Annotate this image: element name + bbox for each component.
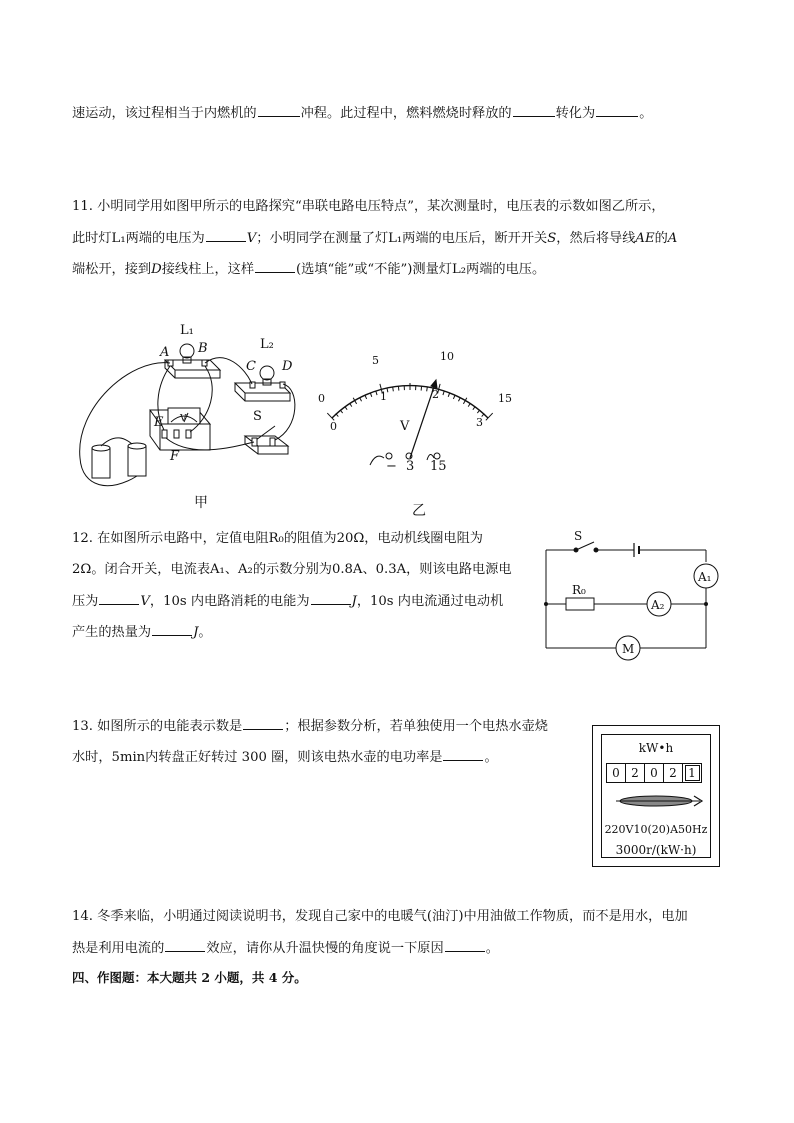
label-R0: R₀: [572, 583, 586, 597]
dial-tick-lower-1: 1: [380, 390, 387, 403]
terminal-E: E: [154, 415, 164, 430]
figure-jia-circuit: [70, 318, 310, 518]
answer-blank[interactable]: [513, 103, 555, 117]
section-4-heading: 四、作图题：本大题共 2 小题，共 4 分。: [72, 970, 307, 985]
answer-blank[interactable]: [443, 747, 483, 761]
q13-line-1: 13. 如图所示的电能表示数是 ；根据参数分析，若单独使用一个电热水壶烧: [72, 716, 548, 737]
label-L1: L₁: [180, 323, 194, 338]
meter-digit: 2: [626, 763, 645, 783]
dial-tick-mark: [370, 393, 371, 397]
answer-blank[interactable]: [258, 103, 300, 117]
dial-tick-upper-5: 5: [372, 354, 379, 367]
answer-blank[interactable]: [206, 228, 246, 242]
figure-jia-caption: 甲: [194, 495, 208, 511]
q11-line-2: 此时灯L₁两端的电压为 V；小明同学在测量了灯L₁两端的电压后，断开开关S，然后将导线AE的A: [72, 228, 677, 249]
answer-blank[interactable]: [165, 938, 205, 952]
dial-tick-lower-3: 3: [476, 416, 483, 429]
answer-blank[interactable]: [311, 591, 351, 605]
figure-yi-caption: 乙: [412, 503, 426, 519]
ammeter-A1-label: A₁: [698, 570, 712, 584]
dial-tick-mark: [458, 398, 460, 402]
dial-tick-lower-2: 2: [432, 388, 439, 401]
ammeter-A2-label: A₂: [651, 598, 665, 612]
meter-revolutions: 3000r/(kW·h): [615, 843, 697, 857]
answer-blank[interactable]: [99, 591, 139, 605]
q11-line-3: 端松开，接到D接线柱上，这样 (选填“能”或“不能”)测量灯L₂两端的电压。: [72, 259, 545, 280]
meter-digit: 2: [664, 763, 683, 783]
figure-yi-voltmeter-dial: [310, 340, 520, 480]
meter-digit: 0: [606, 763, 626, 783]
terminal-minus: −: [386, 459, 397, 474]
dial-tick-mark: [468, 403, 470, 406]
meter-digit: 0: [645, 763, 664, 783]
dial-tick-mark: [387, 388, 388, 392]
dial-tick-mark: [448, 393, 449, 397]
meter-disc-icon: [614, 793, 704, 809]
q12-line-1: 12. 在如图所示电路中，定值电阻R₀的阻值为20Ω，电动机线圈电阻为: [72, 531, 483, 546]
energy-meter-figure: [592, 725, 720, 867]
figure-q12-circuit: [536, 528, 726, 668]
label-S: S: [574, 529, 583, 543]
dial-tick-mark: [453, 395, 455, 399]
dial-tick-upper-0: 0: [318, 392, 325, 405]
terminal-15: 15: [430, 459, 447, 474]
dial-tick-upper-15: 15: [498, 392, 512, 405]
meter-digit-decimal: 1: [683, 763, 702, 783]
q14-line-1: 14. 冬季来临，小明通过阅读说明书，发现自己家中的电暖气(油汀)中用油做工作物质，而不是用水，电加: [72, 909, 688, 924]
meter-spec: 220V10(20)A50Hz: [604, 823, 708, 836]
label-L2: L₂: [260, 337, 274, 352]
q12-line-2: 2Ω。闭合开关，电流表A₁、A₂的示数分别为0.8A、0.3A，则该电路电源电: [72, 562, 512, 577]
terminal-3: 3: [406, 459, 415, 474]
terminal-A: A: [160, 345, 170, 360]
answer-blank[interactable]: [255, 259, 295, 273]
q12-line-3: 压为 V，10s 内电路消耗的电能为 J，10s 内电流通过电动机: [72, 591, 503, 612]
dial-unit-V: V: [400, 419, 410, 434]
switch-label-S: S: [253, 409, 262, 424]
meter-unit: kW•h: [638, 741, 674, 755]
dial-tick-mark: [376, 391, 377, 395]
energy-meter-inner: [601, 734, 711, 858]
answer-blank[interactable]: [596, 103, 638, 117]
q13-line-2: 水时，5min内转盘正好转过 300 圈，则该电热水壶的电功率是 。: [72, 747, 498, 768]
answer-blank[interactable]: [243, 716, 283, 730]
terminal-F: F: [170, 449, 180, 464]
dial-tick-mark: [365, 395, 367, 399]
motor-label: M: [622, 642, 635, 656]
dial-tick-mark: [443, 391, 444, 395]
dial-tick-mark: [393, 387, 394, 391]
dial-tick-mark: [427, 387, 428, 391]
dial-tick-mark: [350, 403, 352, 406]
answer-blank[interactable]: [152, 622, 192, 636]
meter-digits: [606, 763, 702, 783]
terminal-B: B: [198, 341, 208, 356]
q12-line-4: 产生的热量为 J。: [72, 622, 212, 643]
voltmeter-label: V: [180, 414, 187, 424]
q10-line: 速运动，该过程相当于内燃机的 冲程。此过程中，燃料燃烧时释放的 转化为 。: [72, 103, 652, 124]
dial-tick-lower-0: 0: [330, 420, 337, 433]
q11-line-1: 11. 小明同学用如图甲所示的电路探究“串联电路电压特点”，某次测量时，电压表的示数如图乙所示，: [72, 199, 665, 214]
q14-line-2: 热是利用电流的 效应，请你从升温快慢的角度说一下原因 。: [72, 938, 499, 959]
terminal-D: D: [282, 359, 293, 374]
dial-tick-mark: [360, 398, 362, 402]
terminal-C: C: [246, 359, 256, 374]
dial-tick-upper-10: 10: [440, 350, 454, 363]
answer-blank[interactable]: [445, 938, 485, 952]
